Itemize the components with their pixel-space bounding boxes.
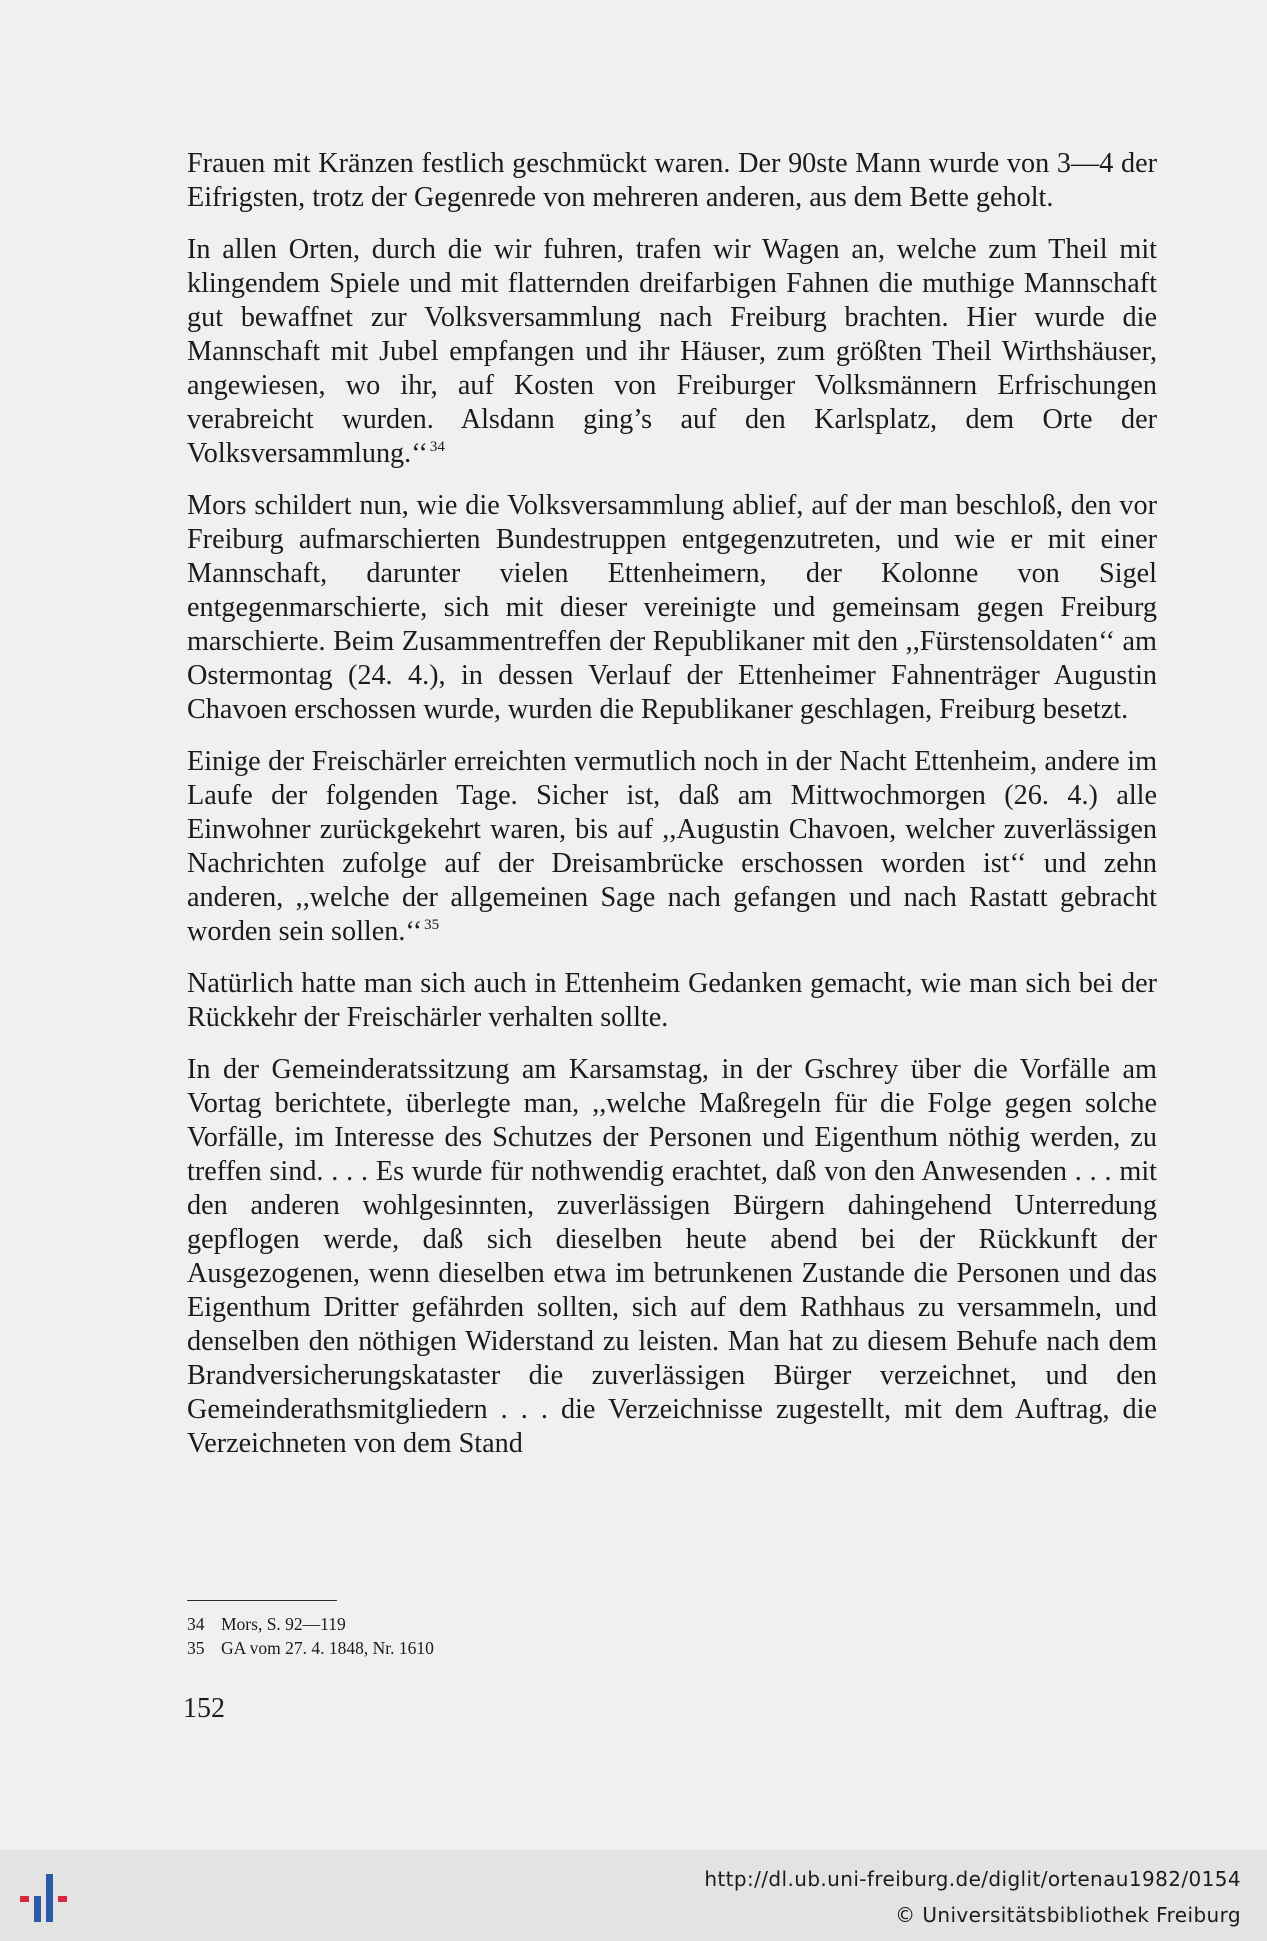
- footnote-reference[interactable]: 35: [424, 917, 440, 933]
- paragraph-text: In allen Orten, durch die wir fuhren, trafen wir Wagen an, welche zum Theil mit klingendem Spiele und mit flatternden dreifarbigen Fahnen die muthige Mannschaft gut bewaffnet zur Volksversammlung nach Freiburg brachten. Hier wurde die Mannschaft mit Jubel empfangen und ihr Häuser, zum größten Theil Wirthshäuser, angewiesen, wo ihr, auf Kosten von Freiburger Volksmännern Erfrischungen verabreicht wurden. Alsdann ging’s auf den Karlsplatz, dem Orte der Volksversammlung.‘‘: [187, 234, 1157, 469]
- footnote: [187, 1612, 887, 1636]
- page-number: 152: [183, 1693, 225, 1724]
- paragraph: [187, 745, 1157, 949]
- footnote-number: 34: [187, 1614, 205, 1634]
- paragraph: [187, 233, 1157, 471]
- footnote: [187, 1636, 887, 1660]
- copyright-notice: © Universitätsbibliothek Freiburg: [895, 1903, 1241, 1927]
- ub-freiburg-logo-icon[interactable]: [16, 1866, 76, 1930]
- footnote-divider: [187, 1600, 337, 1601]
- paragraph: Mors schildert nun, wie die Volksversammlung ablief, auf der man beschloß, den vor Freiburg aufmarschierten Bundestruppen entgegenzutreten, und wie er mit einer Mannschaft, darunter vielen Ettenheimern, der Kolonne von Sigel entgegenmarschierte, sich mit dieser vereinigte und gemeinsam gegen Freiburg marschierte. Beim Zusammentreffen der Republikaner mit den ,,Fürstensoldaten‘‘ am Ostermontag (24. 4.), in dessen Verlauf der Ettenheimer Fahnenträger Augustin Chavoen erschossen wurde, wurden die Republikaner geschlagen, Freiburg besetzt.: [187, 490, 1157, 725]
- footnotes: [187, 1612, 887, 1660]
- footnote-text: Mors, S. 92—119: [221, 1614, 346, 1634]
- footnote-text: GA vom 27. 4. 1848, Nr. 1610: [221, 1638, 434, 1658]
- paragraph: Frauen mit Kränzen festlich geschmückt waren. Der 90ste Mann wurde von 3—4 der Eifrigsten, trotz der Gegenrede von mehreren anderen, aus dem Bette geholt.: [187, 148, 1157, 213]
- paragraph-text: Einige der Freischärler erreichten vermutlich noch in der Nacht Ettenheim, andere im Laufe der folgenden Tage. Sicher ist, daß am Mittwochmorgen (26. 4.) alle Einwohner zurückgekehrt waren, bis auf ,,Augustin Chavoen, welcher zuverlässigen Nachrichten zufolge auf der Dreisambrücke erschossen worden ist‘‘ und zehn anderen, ,,welche der allgemeinen Sage nach gefangen und nach Rastatt gebracht worden sein sollen.‘‘: [187, 746, 1157, 947]
- paragraph: Natürlich hatte man sich auch in Ettenheim Gedanken gemacht, wie man sich bei der Rückkehr der Freischärler verhalten sollte.: [187, 968, 1157, 1033]
- footnote-number: 35: [187, 1638, 205, 1658]
- source-url-link[interactable]: http://dl.ub.uni-freiburg.de/diglit/ortenau1982/0154: [704, 1867, 1241, 1891]
- body-text: [187, 147, 1157, 1479]
- library-footer: [0, 1850, 1267, 1941]
- footnote-reference[interactable]: 34: [429, 439, 445, 455]
- paragraph: In der Gemeinderatssitzung am Karsamstag, in der Gschrey über die Vorfälle am Vortag berichtete, überlegte man, ,,welche Maßregeln für die Folge gegen solche Vorfälle, im Interesse des Schutzes der Personen und Eigenthum nöthig werden, zu treffen sind. . . . Es wurde für nothwendig erachtet, daß von den Anwesenden . . . mit den anderen wohlgesinnten, zuverlässigen Bürgern dahingehend Unterredung gepflogen werde, daß sich dieselben heute abend bei der Rückkunft der Ausgezogenen, wenn dieselben etwa im betrunkenen Zustande die Personen und das Eigenthum Dritter gefährden sollten, sich auf dem Rathhaus zu versammeln, und denselben den nöthigen Widerstand zu leisten. Man hat zu diesem Behufe nach dem Brandversicherungskataster die zuverlässigen Bürger verzeichnet, und den Gemeinderathsmitgliedern . . . die Verzeichnisse zugestellt, mit dem Auftrag, die Verzeichneten von dem Stand: [187, 1054, 1157, 1459]
